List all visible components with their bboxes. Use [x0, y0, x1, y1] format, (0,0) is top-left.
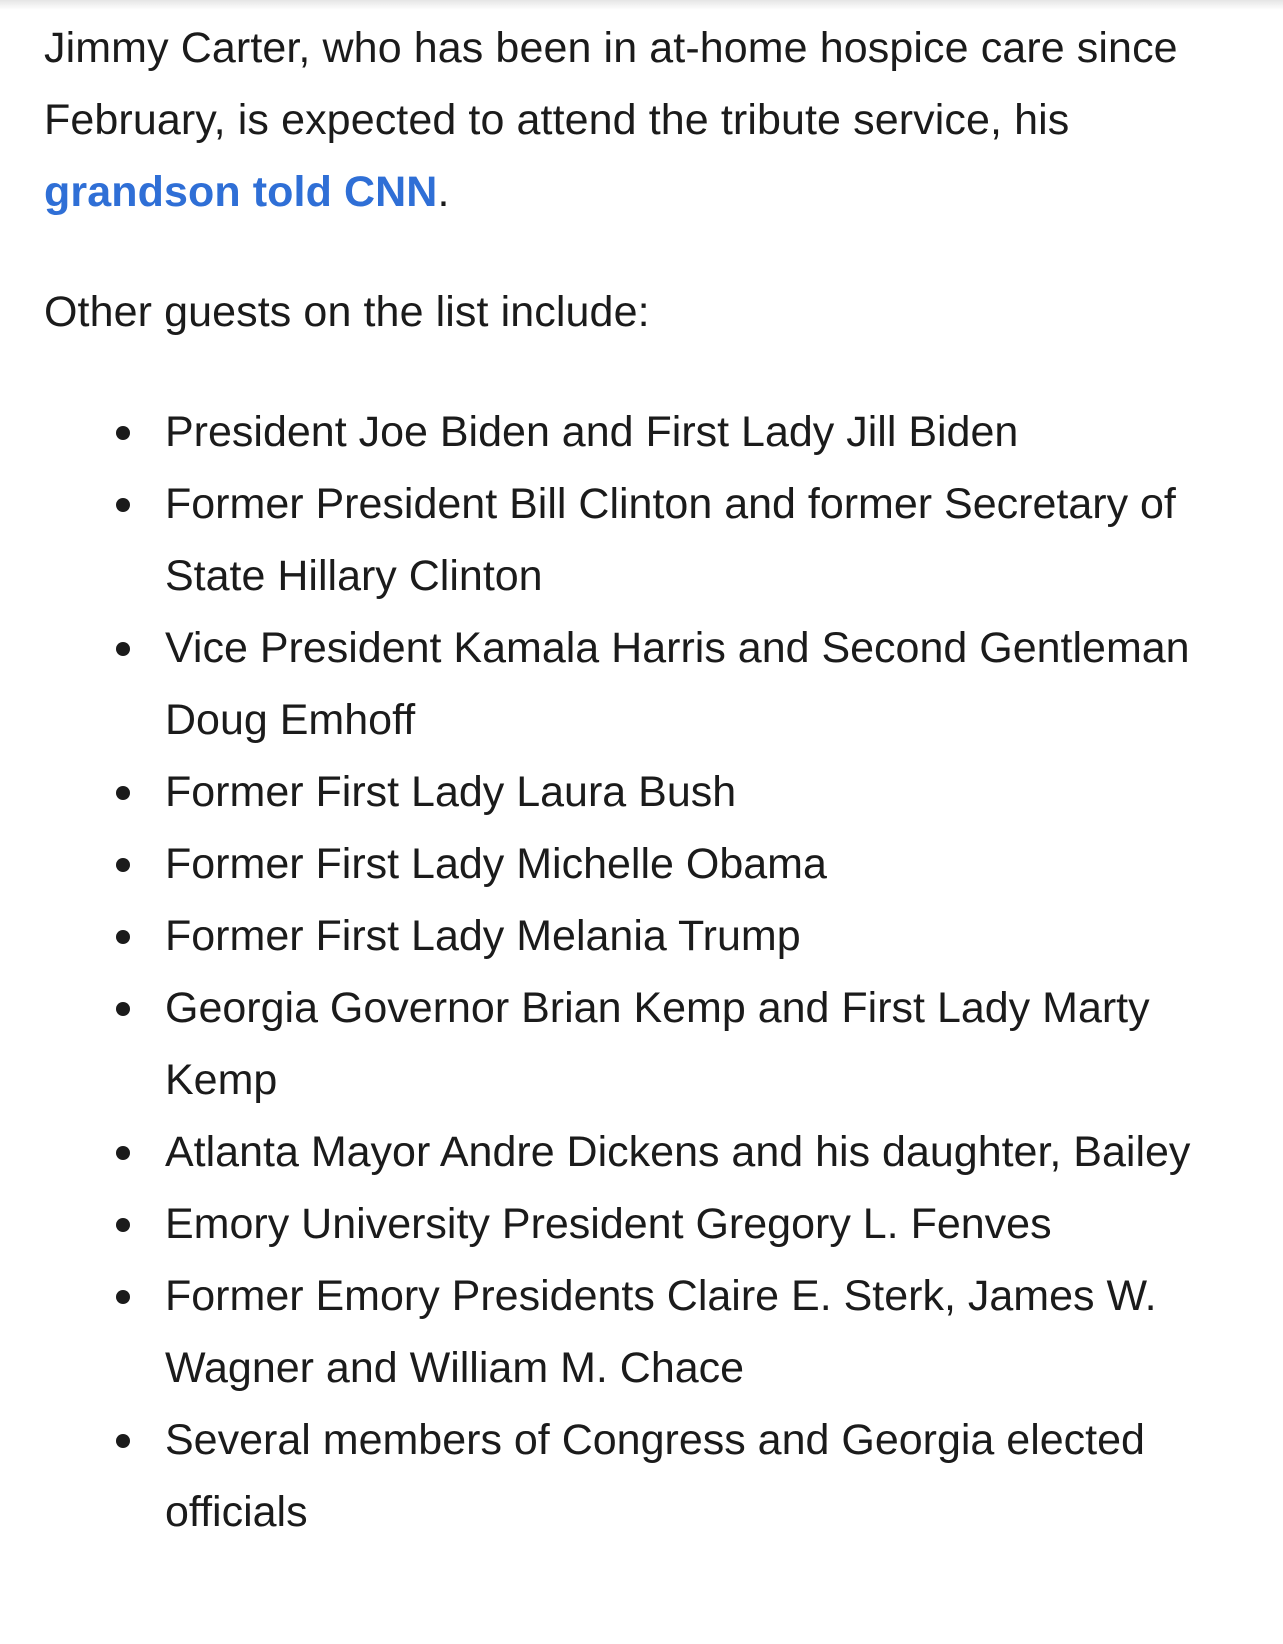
list-item — [44, 468, 1225, 612]
guest-text: Georgia Governor Brian Kemp and First Lady Marty Kemp — [165, 984, 1150, 1104]
guests-heading: Other guests on the list include: — [44, 288, 650, 336]
guest-text: Atlanta Mayor Andre Dickens and his daughter, Bailey — [165, 1128, 1191, 1176]
guest-text: Vice President Kamala Harris and Second Gentleman Doug Emhoff — [165, 624, 1190, 744]
bullet-icon — [116, 1218, 130, 1232]
bullet-icon — [116, 1290, 130, 1304]
guest-text: Former President Bill Clinton and former Secretary of State Hillary Clinton — [165, 480, 1176, 600]
bullet-icon — [116, 642, 130, 656]
guest-text: Several members of Congress and Georgia elected officials — [165, 1416, 1145, 1536]
guest-text: Former First Lady Melania Trump — [165, 912, 801, 960]
intro-paragraph — [44, 12, 1224, 228]
intro-text-after-link: . — [437, 168, 450, 216]
guest-text: Former First Lady Laura Bush — [165, 768, 737, 816]
bullet-icon — [116, 1146, 130, 1160]
list-item — [44, 900, 1225, 972]
bullet-icon — [116, 786, 130, 800]
bullet-icon — [116, 858, 130, 872]
list-item — [44, 396, 1225, 468]
list-item — [44, 828, 1225, 900]
list-item — [44, 1116, 1225, 1188]
guest-text: President Joe Biden and First Lady Jill Biden — [165, 408, 1019, 456]
bullet-icon — [116, 1002, 130, 1016]
list-item — [44, 972, 1225, 1116]
bullet-icon — [116, 930, 130, 944]
guest-text: Former Emory Presidents Claire E. Sterk, James W. Wagner and William M. Chace — [165, 1272, 1157, 1392]
list-item — [44, 756, 1225, 828]
guest-list — [44, 396, 1224, 1548]
guest-text: Emory University President Gregory L. Fenves — [165, 1200, 1052, 1248]
article-body — [44, 12, 1224, 1548]
intro-text-before-link: Jimmy Carter, who has been in at-home hospice care since February, is expected to attend the tribute service, his — [44, 24, 1178, 144]
bullet-icon — [116, 498, 130, 512]
bullet-icon — [116, 1434, 130, 1448]
list-item — [44, 1260, 1225, 1404]
list-item — [44, 612, 1225, 756]
guest-text: Former First Lady Michelle Obama — [165, 840, 827, 888]
grandson-told-cnn-link[interactable]: grandson told CNN — [44, 168, 438, 216]
list-item — [44, 1188, 1225, 1260]
list-item — [44, 1404, 1225, 1548]
top-scroll-shadow — [0, 0, 1283, 10]
bullet-icon — [116, 426, 130, 440]
